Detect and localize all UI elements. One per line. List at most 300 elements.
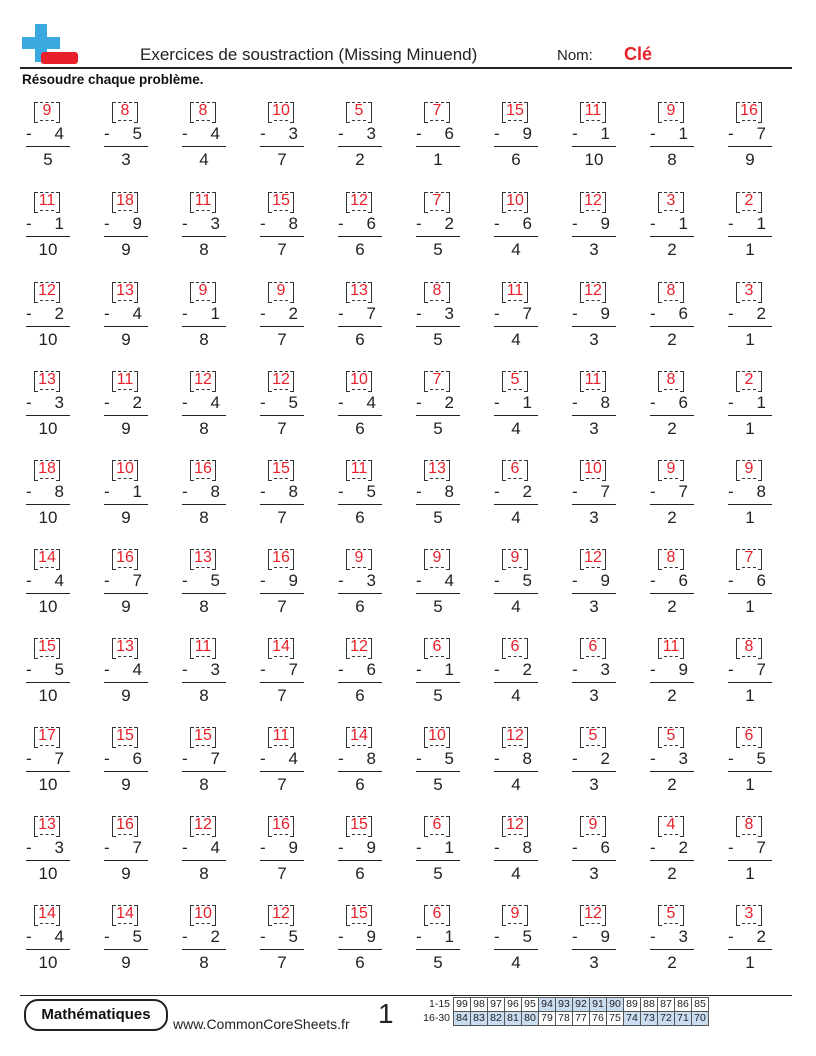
minuend-box — [346, 190, 372, 213]
subtrahend: 2 — [522, 482, 532, 501]
problem — [416, 100, 460, 178]
answer-line — [26, 236, 70, 237]
minus-sign: - — [416, 927, 422, 946]
minus-sign: - — [26, 304, 32, 323]
minuend-box — [112, 280, 138, 303]
difference: 9 — [121, 508, 131, 527]
answer-line — [416, 415, 460, 416]
minus-sign: - — [26, 393, 32, 412]
minuend-box — [736, 458, 762, 481]
minuend-box — [658, 636, 684, 659]
minuend-box — [658, 369, 684, 392]
problem — [572, 725, 616, 803]
score-cell: 89 — [624, 998, 641, 1012]
answer-line — [338, 415, 382, 416]
subtrahend: 2 — [522, 660, 532, 679]
minuend-box — [424, 547, 450, 570]
minuend-box — [658, 547, 684, 570]
answer-line — [260, 593, 304, 594]
problem — [494, 547, 538, 625]
difference: 7 — [277, 240, 287, 259]
difference: 2 — [667, 953, 677, 972]
minuend-box — [658, 100, 684, 123]
minuend-answer: 3 — [666, 192, 676, 209]
difference: 3 — [121, 150, 131, 169]
difference: 4 — [511, 686, 521, 705]
minus-sign: - — [572, 304, 578, 323]
subtrahend: 4 — [54, 571, 64, 590]
minus-sign: - — [650, 838, 656, 857]
minus-sign: - — [572, 838, 578, 857]
subtrahend: 4 — [54, 124, 64, 143]
problem — [338, 280, 382, 358]
difference: 10 — [38, 240, 58, 259]
minuend-box — [502, 725, 528, 748]
minuend-answer: 6 — [744, 727, 754, 744]
minuend-box — [424, 636, 450, 659]
minuend-answer: 9 — [198, 282, 208, 299]
subtrahend: 5 — [444, 749, 454, 768]
difference: 4 — [511, 775, 521, 794]
minuend-answer: 11 — [584, 371, 602, 388]
answer-line — [338, 949, 382, 950]
answer-line — [650, 415, 694, 416]
subtrahend: 9 — [600, 304, 610, 323]
minuend-box — [268, 100, 294, 123]
minus-sign: - — [260, 660, 266, 679]
answer-line — [572, 771, 616, 772]
subtrahend: 9 — [678, 660, 688, 679]
problem — [338, 190, 382, 268]
difference: 3 — [589, 686, 599, 705]
answer-line — [338, 326, 382, 327]
problem — [338, 725, 382, 803]
minuend-answer: 16 — [272, 549, 290, 566]
subtrahend: 1 — [54, 214, 64, 233]
minus-sign: - — [728, 571, 734, 590]
minuend-box — [502, 369, 528, 392]
problem — [728, 814, 772, 892]
minuend-box — [190, 547, 216, 570]
minuend-answer: 9 — [276, 282, 286, 299]
minuend-box — [34, 190, 60, 213]
minuend-box — [112, 636, 138, 659]
minuend-answer: 9 — [510, 905, 520, 922]
subtrahend: 5 — [522, 927, 532, 946]
minuend-box — [502, 458, 528, 481]
answer-line — [728, 771, 772, 772]
minuend-box — [424, 458, 450, 481]
problem — [728, 190, 772, 268]
answer-line — [650, 326, 694, 327]
minuend-answer: 10 — [584, 460, 602, 477]
difference: 8 — [199, 240, 209, 259]
problem — [728, 280, 772, 358]
minuend-answer: 8 — [666, 371, 676, 388]
minuend-box — [346, 369, 372, 392]
difference: 2 — [667, 775, 677, 794]
subtrahend: 1 — [210, 304, 220, 323]
difference: 4 — [511, 953, 521, 972]
problem — [728, 100, 772, 178]
subtrahend: 1 — [444, 660, 454, 679]
minuend-answer: 9 — [666, 460, 676, 477]
answer-line — [416, 236, 460, 237]
difference: 5 — [433, 953, 443, 972]
problem — [494, 280, 538, 358]
problem — [260, 280, 304, 358]
minus-sign: - — [572, 927, 578, 946]
answer-line — [260, 949, 304, 950]
problem — [728, 636, 772, 714]
difference: 9 — [121, 240, 131, 259]
minuend-answer: 8 — [744, 638, 754, 655]
minuend-box — [268, 280, 294, 303]
minus-sign: - — [416, 838, 422, 857]
answer-line — [260, 771, 304, 772]
difference: 7 — [277, 597, 287, 616]
minus-sign: - — [104, 571, 110, 590]
answer-line — [494, 860, 538, 861]
minuend-answer: 8 — [198, 102, 208, 119]
subtrahend: 7 — [132, 838, 142, 857]
subtrahend: 2 — [678, 838, 688, 857]
subtrahend: 6 — [522, 214, 532, 233]
minuend-box — [424, 903, 450, 926]
minus-sign: - — [728, 304, 734, 323]
subtrahend: 9 — [600, 571, 610, 590]
problem — [650, 458, 694, 536]
problem — [650, 903, 694, 981]
answer-line — [260, 326, 304, 327]
minus-sign: - — [338, 482, 344, 501]
minus-sign: - — [26, 482, 32, 501]
answer-line — [26, 860, 70, 861]
minuend-answer: 13 — [428, 460, 446, 477]
problem — [338, 369, 382, 447]
minuend-box — [268, 369, 294, 392]
minuend-box — [658, 190, 684, 213]
minus-sign: - — [338, 838, 344, 857]
minuend-answer: 4 — [666, 816, 676, 833]
answer-line — [104, 949, 148, 950]
minuend-answer: 12 — [584, 282, 602, 299]
problem — [26, 100, 70, 178]
minuend-box — [736, 636, 762, 659]
minus-sign: - — [650, 571, 656, 590]
minuend-box — [346, 547, 372, 570]
answer-line — [650, 593, 694, 594]
minuend-box — [502, 636, 528, 659]
score-cell: 96 — [505, 998, 522, 1012]
minuend-box — [424, 725, 450, 748]
minuend-answer: 12 — [194, 816, 212, 833]
minuend-answer: 13 — [116, 638, 134, 655]
problem — [182, 100, 226, 178]
difference: 1 — [745, 508, 755, 527]
minuend-answer: 5 — [510, 371, 520, 388]
answer-line — [260, 146, 304, 147]
answer-line — [26, 146, 70, 147]
problem — [260, 458, 304, 536]
minuend-answer: 5 — [666, 905, 676, 922]
difference: 9 — [121, 419, 131, 438]
minuend-answer: 7 — [432, 371, 442, 388]
difference: 4 — [199, 150, 209, 169]
subtrahend: 9 — [366, 927, 376, 946]
minus-sign: - — [26, 927, 32, 946]
minus-sign: - — [728, 124, 734, 143]
problem — [338, 547, 382, 625]
difference: 6 — [355, 953, 365, 972]
problem — [26, 903, 70, 981]
minus-sign: - — [104, 838, 110, 857]
minuend-box — [190, 458, 216, 481]
answer-line — [182, 949, 226, 950]
difference: 5 — [433, 686, 443, 705]
minus-sign: - — [728, 927, 734, 946]
minus-sign: - — [26, 749, 32, 768]
minuend-box — [190, 190, 216, 213]
subtrahend: 5 — [366, 482, 376, 501]
score-cell: 78 — [556, 1012, 573, 1026]
answer-line — [494, 415, 538, 416]
difference: 8 — [667, 150, 677, 169]
subtrahend: 9 — [522, 124, 532, 143]
minuend-box — [424, 814, 450, 837]
minuend-box — [502, 903, 528, 926]
minuend-answer: 9 — [588, 816, 598, 833]
subtrahend: 8 — [756, 482, 766, 501]
answer-line — [494, 771, 538, 772]
minus-sign: - — [182, 838, 188, 857]
difference: 8 — [199, 419, 209, 438]
score-table — [420, 997, 709, 1026]
minuend-box — [736, 369, 762, 392]
subtrahend: 6 — [678, 571, 688, 590]
minuend-answer: 12 — [272, 371, 290, 388]
answer-line — [260, 415, 304, 416]
difference: 6 — [355, 686, 365, 705]
minuend-answer: 8 — [666, 282, 676, 299]
minuend-answer: 7 — [432, 192, 442, 209]
minuend-box — [580, 190, 606, 213]
subtrahend: 2 — [132, 393, 142, 412]
problem — [104, 280, 148, 358]
problem — [650, 369, 694, 447]
subtrahend: 9 — [366, 838, 376, 857]
difference: 10 — [38, 419, 58, 438]
problem — [650, 100, 694, 178]
subtrahend: 6 — [600, 838, 610, 857]
difference: 3 — [589, 330, 599, 349]
answer-line — [572, 415, 616, 416]
problem — [494, 190, 538, 268]
minus-sign: - — [182, 660, 188, 679]
minuend-box — [658, 280, 684, 303]
answer-line — [338, 146, 382, 147]
problem — [416, 725, 460, 803]
minuend-box — [190, 280, 216, 303]
answer-line — [104, 326, 148, 327]
score-cell: 80 — [522, 1012, 539, 1026]
minuend-answer: 12 — [506, 816, 524, 833]
subtrahend: 3 — [54, 393, 64, 412]
subtrahend: 1 — [678, 124, 688, 143]
problem — [182, 636, 226, 714]
minuend-answer: 10 — [116, 460, 134, 477]
problem — [572, 903, 616, 981]
difference: 6 — [355, 597, 365, 616]
score-cell: 70 — [692, 1012, 709, 1026]
answer-line — [104, 682, 148, 683]
minuend-answer: 18 — [116, 192, 134, 209]
difference: 2 — [667, 508, 677, 527]
minuend-answer: 13 — [38, 371, 56, 388]
problem — [416, 903, 460, 981]
minus-sign: - — [416, 124, 422, 143]
score-cell: 99 — [454, 998, 471, 1012]
problem — [650, 814, 694, 892]
minus-sign: - — [182, 304, 188, 323]
minus-sign: - — [260, 214, 266, 233]
score-row-label: 1-15 — [428, 998, 450, 1010]
problem — [572, 814, 616, 892]
subtrahend: 7 — [756, 660, 766, 679]
problem — [26, 547, 70, 625]
minus-sign: - — [416, 214, 422, 233]
minuend-answer: 7 — [744, 549, 754, 566]
answer-line — [338, 504, 382, 505]
minus-sign: - — [572, 393, 578, 412]
minuend-answer: 15 — [272, 460, 290, 477]
subtrahend: 8 — [288, 214, 298, 233]
difference: 2 — [667, 330, 677, 349]
difference: 10 — [38, 864, 58, 883]
difference: 7 — [277, 686, 287, 705]
answer-line — [182, 146, 226, 147]
minuend-answer: 12 — [584, 905, 602, 922]
minuend-box — [34, 458, 60, 481]
minuend-answer: 14 — [38, 905, 56, 922]
minuend-answer: 6 — [588, 638, 598, 655]
score-cell: 97 — [488, 998, 505, 1012]
subtrahend: 6 — [678, 393, 688, 412]
site-url: www.CommonCoreSheets.fr — [173, 1016, 350, 1032]
minus-sign: - — [728, 660, 734, 679]
difference: 5 — [433, 240, 443, 259]
minus-sign: - — [728, 749, 734, 768]
subtrahend: 3 — [366, 124, 376, 143]
answer-line — [26, 326, 70, 327]
minus-sign: - — [260, 482, 266, 501]
minus-sign: - — [728, 838, 734, 857]
problem — [650, 280, 694, 358]
minus-sign: - — [338, 571, 344, 590]
minuend-answer: 18 — [38, 460, 56, 477]
minus-sign: - — [650, 482, 656, 501]
minuend-box — [658, 725, 684, 748]
minus-sign: - — [494, 124, 500, 143]
minuend-answer: 8 — [120, 102, 130, 119]
minuend-answer: 12 — [584, 192, 602, 209]
minuend-answer: 11 — [38, 192, 56, 209]
minuend-box — [268, 814, 294, 837]
minuend-box — [34, 100, 60, 123]
difference: 9 — [121, 864, 131, 883]
difference: 3 — [589, 953, 599, 972]
subtrahend: 6 — [756, 571, 766, 590]
problem — [416, 369, 460, 447]
minuend-box — [580, 280, 606, 303]
answer-line — [728, 682, 772, 683]
difference: 5 — [433, 419, 443, 438]
subtrahend: 1 — [444, 838, 454, 857]
answer-line — [572, 949, 616, 950]
minuend-answer: 6 — [432, 905, 442, 922]
subtrahend: 7 — [366, 304, 376, 323]
subtrahend: 4 — [210, 838, 220, 857]
difference: 2 — [667, 597, 677, 616]
minus-sign: - — [104, 482, 110, 501]
minuend-answer: 6 — [510, 460, 520, 477]
problem — [26, 725, 70, 803]
minus-sign: - — [26, 838, 32, 857]
minus-sign: - — [650, 749, 656, 768]
problem — [26, 369, 70, 447]
minus-sign: - — [338, 304, 344, 323]
subtrahend: 3 — [366, 571, 376, 590]
difference: 6 — [355, 240, 365, 259]
problem — [260, 190, 304, 268]
minuend-answer: 9 — [666, 102, 676, 119]
minuend-box — [424, 190, 450, 213]
minus-sign: - — [260, 927, 266, 946]
minus-sign: - — [182, 749, 188, 768]
problem — [26, 280, 70, 358]
minus-sign: - — [416, 304, 422, 323]
minus-sign: - — [104, 660, 110, 679]
minus-sign: - — [494, 571, 500, 590]
footer-divider — [20, 995, 792, 996]
minuend-box — [736, 814, 762, 837]
difference: 7 — [277, 864, 287, 883]
minus-sign: - — [26, 124, 32, 143]
problem — [572, 190, 616, 268]
score-cell: 95 — [522, 998, 539, 1012]
subtrahend: 7 — [756, 838, 766, 857]
difference: 5 — [43, 150, 53, 169]
answer-line — [650, 146, 694, 147]
minus-sign: - — [494, 749, 500, 768]
score-cell: 86 — [675, 998, 692, 1012]
difference: 8 — [199, 864, 209, 883]
minuend-answer: 12 — [350, 192, 368, 209]
difference: 10 — [38, 686, 58, 705]
subtrahend: 3 — [210, 660, 220, 679]
difference: 6 — [355, 330, 365, 349]
minuend-box — [502, 280, 528, 303]
difference: 9 — [121, 330, 131, 349]
subtrahend: 8 — [54, 482, 64, 501]
difference: 3 — [589, 240, 599, 259]
minuend-answer: 12 — [194, 371, 212, 388]
subtrahend: 7 — [522, 304, 532, 323]
problem — [338, 903, 382, 981]
minuend-answer: 14 — [38, 549, 56, 566]
answer-line — [416, 504, 460, 505]
score-cell: 76 — [590, 1012, 607, 1026]
